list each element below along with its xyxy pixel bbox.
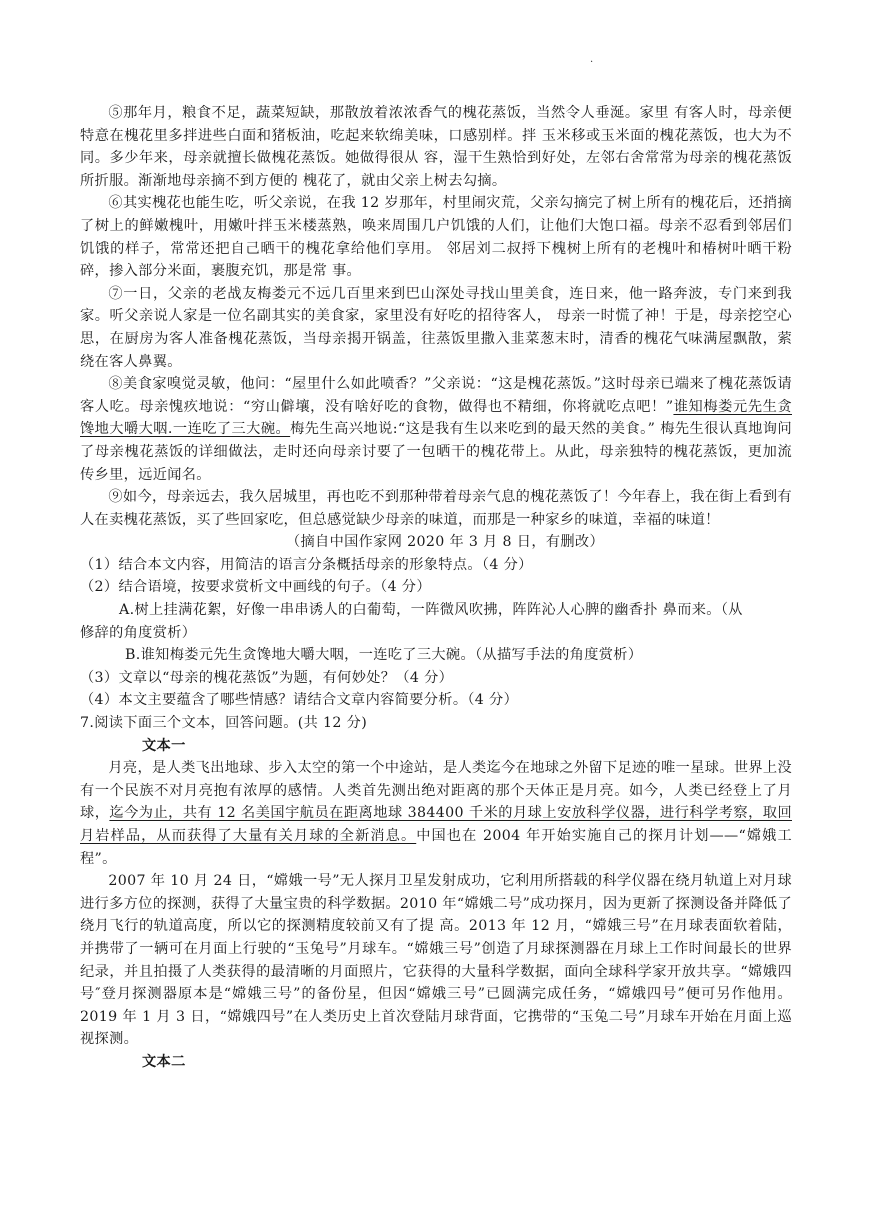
- paragraph-5: ⑤那年月，粮食不足，蔬菜短缺，那散放着浓浓香气的槐花蒸饭，当然令人垂涎。家里 有客人时，母亲便特意在槐花里多拌进些白面和猪板油，吃起来软绵美味，口感别样。拌 玉米移或玉米面的槐花蒸饭，也大为不同。多少年来，母亲就擅长做槐花蒸饭。她做得很从 容，湿干生熟恰到好处，左邻右舍常常为母亲的槐花蒸饭所折服。渐渐地母亲摘不到方便的 槐花了，就由父亲上树去勾摘。: [80, 105, 792, 189]
- source-citation: （摘自中国作家网 2020 年 3 月 8 日，有删改）: [285, 534, 605, 551]
- paragraph-8-part-a: ⑧美食家嗅觉灵敏，他问：“屋里什么如此喷香？”父亲说：“这是槐花蒸饭。”这时母亲已端来了槐花蒸饭请客人吃。母亲愧疚地说：“穷山僻壤，没有啥好吃的食物，做得也不精细，你将就吃点吧！”: [80, 376, 792, 415]
- text-2-title: 文本二: [142, 1053, 186, 1070]
- question-7: 7.阅读下面三个文本，回答问题。(共 12 分): [80, 715, 368, 732]
- question-2-item-a-continued: 修辞的角度赏析）: [80, 624, 197, 641]
- top-mark: .: [590, 54, 594, 65]
- text-1-paragraph-1: [80, 757, 792, 870]
- text-1-paragraph-1-part-a: 月亮，是人类飞出地球、步入太空的第一个中途站，是人类迄今在地球之外留下足迹的唯一星球。世界上没有一个民族不对月亮抱有浓厚的感情。人类首先测出绝对距离的那个天体正是月亮。如今，人类已经登上了月球，: [80, 760, 792, 822]
- question-2-item-b: B.谁知梅娄元先生贪馋地大嚼大咽，一连吃了三大碗。（从描写手法的角度赏析）: [125, 647, 643, 664]
- document-body: [80, 102, 792, 1074]
- question-2-item-a: A.树上挂满花絮，好像一串串诱人的白葡萄，一阵微风吹拂，阵阵沁人心脾的幽香扑 鼻而来。（从: [119, 602, 743, 619]
- text-1-paragraph-2: 2007 年 10 月 24 日，“嫦娥一号”无人探月卫星发射成功，它利用所搭载的科学仪器在绕月轨道上对月球进行多方位的探测，获得了大量宝贵的科学数据。2010 年“嫦娥二号”成功探月，因为更新了探测设备并降低了绕月飞行的轨道高度，所以它的探测精度较前又有了提 高。2013 年 12 月，“嫦娥三号”在月球表面软着陆，并携带了一辆可在月面上行驶的“玉兔号”月球车。“嫦娥三号”创造了月球探测器在月球上工作时间最长的世界纪录，并且拍摄了人类获得的最清晰的月面照片，它获得的大量科学数据，面向全球科学家开放共享。“嫦娥四号″登月探测器原本是“嫦娥三号”的备份星，但因“嫦娥三号”已圆满完成任务，“嫦娥四号”便可另作他用。2019 年 1 月 3 日，“嫦娥四号”在人类历史上首次登陆月球背面，它携带的“玉兔二号”月球车开始在月面上巡视探测。: [80, 873, 792, 1048]
- paragraph-8: [80, 373, 792, 486]
- paragraph-8-part-b: 梅先生高兴地说:“这是我有生以来吃到的最天然的美食。” 梅先生很认真地询问了母亲槐花蒸饭的详细做法，走时还向母亲讨要了一包晒干的槐花带上。从此，母亲独特的槐花蒸饭，更加流传乡里，远近闻名。: [80, 421, 792, 483]
- paragraph-6: ⑥其实槐花也能生吃，听父亲说，在我 12 岁那年，村里闹灾荒，父亲勾摘完了树上所有的槐花后，还捎摘了树上的鲜嫩槐叶，用嫩叶拌玉米楼蒸熟，唤来周围几户饥饿的人们，让他们大饱口福。母亲不忍看到邻居们饥饿的样子，常常还把自己晒干的槐花拿给他们享用。 邻居刘二叔捋下槐树上所有的老槐叶和椿树叶晒干粉碎，掺入部分米面，裹腹充饥，那是常 事。: [80, 195, 792, 280]
- text-1-paragraph-1-part-b: 中国也在 2004 年开始实施自己的探月计划——“嫦娥工程”。: [80, 828, 793, 867]
- paragraph-7: ⑦一日，父亲的老战友梅娄元不远几百里来到巴山深处寻找山里美食，连日来，他一路奔波，专门来到我家。听父亲说人家是一位名副其实的美食家，家里没有好吃的招待客人， 母亲一时慌了神！于是，母亲挖空心思，在厨房为客人准备槐花蒸饭，当母亲揭开锅盖，往蒸饭里撒入韭菜葱末时，清香的槐花气味满屋飘散，萦绕在客人鼻翼。: [80, 285, 792, 370]
- underlined-sentence-b: 谁知梅娄元先生贪馋地大嚼大咽.一连吃了三大碗。: [80, 398, 792, 438]
- text-1-title: 文本一: [142, 737, 186, 754]
- question-3: （3）文章以“母亲的槐花蒸饭”为题，有何妙处？（4 分）: [80, 669, 454, 686]
- question-4: （4）本文主要蕴含了哪些情感？请结合文章内容简要分析。（4 分）: [80, 692, 519, 709]
- paragraph-9: ⑨如今，母亲远去，我久居城里，再也吃不到那种带着母亲气息的槐花蒸饭了！今年春上，我在街上看到有人在卖槐花蒸饭，买了些回家吃，但总感觉缺少母亲的味道，而那是一种家乡的味道，幸福的味道！: [80, 489, 792, 528]
- question-1: （1）结合本文内容，用简洁的语言分条概括母亲的形象特点。（4 分）: [80, 556, 533, 573]
- text-1-underlined-sentence: 迄今为止，共有 12 名美国宇航员在距离地球 384400 千米的月球上安放科学仪器，进行科学考察，取回月岩样品，从而获得了大量有关月球的全新消息。: [80, 805, 792, 844]
- question-2: （2）结合语境，按要求赏析文中画线的句子。（4 分）: [80, 579, 431, 596]
